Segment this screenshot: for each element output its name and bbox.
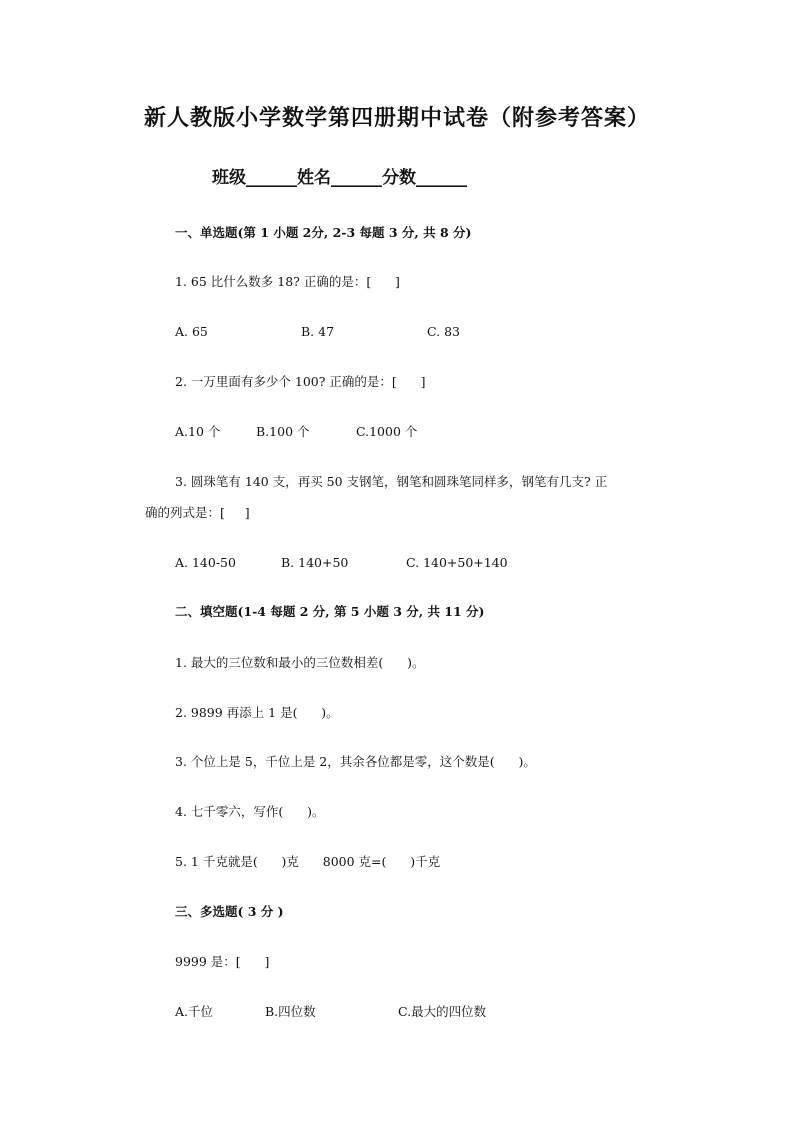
q2-option-a: A.10 个 — [175, 424, 221, 439]
mc-option-c: C.最大的四位数 — [398, 1004, 487, 1019]
q1-option-b: B. 47 — [301, 324, 335, 339]
mc-option-b: B.四位数 — [265, 1004, 316, 1019]
question-3-line-1: 3. 圆珠笔有 140 支，再买 50 支钢笔，钢笔和圆珠笔同样多，钢笔有几支? 正 — [175, 474, 608, 489]
q2-option-c: C.1000 个 — [356, 424, 418, 439]
section-heading-fill-in: 二、填空题(1-4 每题 2 分, 第 5 小题 3 分, 共 11 分) — [175, 604, 485, 619]
section-heading-multiple-choice: 三、多选题( 3 分 ) — [175, 904, 284, 919]
page-title: 新人教版小学数学第四册期中试卷（附参考答案） — [143, 105, 650, 131]
fill-item-3: 3. 个位上是 5，千位上是 2，其余各位都是零，这个数是( )。 — [175, 754, 536, 769]
q2-option-b: B.100 个 — [256, 424, 310, 439]
question-3-line-2: 确的列式是：[ ] — [145, 505, 250, 520]
section-heading-single-choice: 一、单选题(第 1 小题 2分, 2-3 每题 3 分, 共 8 分) — [175, 225, 472, 240]
header-fields: 班级______姓名______分数______ — [212, 168, 467, 188]
q1-option-a: A. 65 — [175, 324, 208, 339]
mc-option-a: A.千位 — [175, 1004, 214, 1019]
q3-option-b: B. 140+50 — [281, 555, 349, 570]
fill-item-5: 5. 1 千克就是( )克 8000 克=( )千克 — [175, 854, 441, 869]
q1-option-c: C. 83 — [427, 324, 460, 339]
question-1: 1. 65 比什么数多 18? 正确的是：[ ] — [175, 274, 400, 289]
q3-option-c: C. 140+50+140 — [406, 555, 508, 570]
fill-item-2: 2. 9899 再添上 1 是( )。 — [175, 705, 339, 720]
question-2: 2. 一万里面有多少个 100? 正确的是：[ ] — [175, 374, 426, 389]
fill-item-4: 4. 七千零六，写作( )。 — [175, 804, 325, 819]
multi-choice-question: 9999 是：[ ] — [175, 954, 270, 969]
q3-option-a: A. 140-50 — [175, 555, 236, 570]
fill-item-1: 1. 最大的三位数和最小的三位数相差( )。 — [175, 655, 425, 670]
